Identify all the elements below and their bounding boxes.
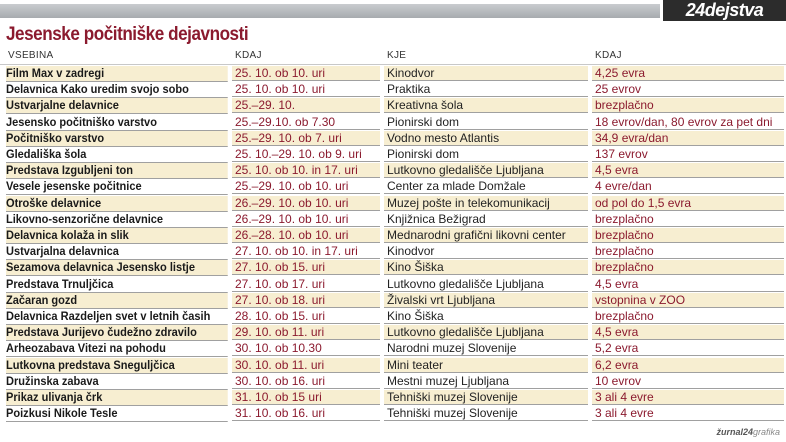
event-name: Film Max v zadregi xyxy=(6,66,228,82)
credit-brand: žurnal24 xyxy=(716,427,753,437)
credit xyxy=(716,427,780,437)
table-row xyxy=(0,179,786,195)
event-price: brezplačno xyxy=(592,228,784,243)
event-location: Kreativna šola xyxy=(384,98,588,113)
event-name: Predstava Izgubljeni ton xyxy=(6,163,228,179)
event-location: Lutkovno gledališče Ljubljana xyxy=(384,163,588,178)
column-header-price: KDAJ xyxy=(595,50,622,61)
credit-suffix: grafika xyxy=(752,427,780,437)
event-date: 25.–29. 10. xyxy=(232,98,380,113)
event-name: Sezamova delavnica Jesensko listje xyxy=(6,260,228,276)
table-row xyxy=(0,196,786,212)
event-date: 30. 10. ob 10.30 xyxy=(232,341,380,356)
table-row xyxy=(0,147,786,163)
logo-number: 24 xyxy=(685,0,705,20)
event-name: Družinska zabava xyxy=(6,374,228,390)
event-name: Delavnica Razdeljen svet v letnih časih xyxy=(6,309,228,325)
event-date: 25.–29. 10. ob 10. uri xyxy=(232,179,380,194)
table-row xyxy=(0,358,786,374)
table-row xyxy=(0,374,786,390)
event-name: Otroške delavnice xyxy=(6,196,228,212)
event-price: 25 evrov xyxy=(592,82,784,97)
event-date: 31. 10. ob 15 uri xyxy=(232,390,380,405)
event-location: Mestni muzej Ljubljana xyxy=(384,374,588,389)
table-row xyxy=(0,131,786,147)
table-row xyxy=(0,406,786,422)
event-name: Gledališka šola xyxy=(6,147,228,163)
table-row xyxy=(0,82,786,98)
event-price: brezplačno xyxy=(592,244,784,259)
event-price: 18 evrov/dan, 80 evrov za pet dni xyxy=(592,115,784,130)
table-row xyxy=(0,163,786,179)
table-row xyxy=(0,293,786,309)
event-location: Pionirski dom xyxy=(384,115,588,130)
event-name: Jesensko počitniško varstvo xyxy=(6,115,228,131)
event-location: Kino Šiška xyxy=(384,309,588,324)
event-date: 27. 10. ob 17. uri xyxy=(232,277,380,292)
event-location: Kinodvor xyxy=(384,244,588,259)
event-name: Prikaz ulivanja črk xyxy=(6,390,228,406)
event-name: Ustvarjalna delavnica xyxy=(6,244,228,260)
column-header-where: KJE xyxy=(387,50,407,61)
table-row xyxy=(0,325,786,341)
table-row xyxy=(0,66,786,82)
page-title: Jesenske počitniške dejavnosti xyxy=(6,24,249,45)
event-date: 25. 10. ob 10. in 17. uri xyxy=(232,163,380,178)
table-row xyxy=(0,228,786,244)
event-price: 5,2 evra xyxy=(592,341,784,356)
event-location: Knjižnica Bežigrad xyxy=(384,212,588,227)
event-price: 4,5 evra xyxy=(592,325,784,340)
table-row xyxy=(0,390,786,406)
event-price: brezplačno xyxy=(592,260,784,275)
event-name: Ustvarjalne delavnice xyxy=(6,98,228,114)
event-date: 26.–29. 10. ob 10. uri xyxy=(232,212,380,227)
event-location: Tehniški muzej Slovenije xyxy=(384,390,588,405)
event-date: 27. 10. ob 18. uri xyxy=(232,293,380,308)
event-price: od pol do 1,5 evra xyxy=(592,196,784,211)
event-name: Predstava Jurijevo čudežno zdravilo xyxy=(6,325,228,341)
event-date: 29. 10. ob 11. uri xyxy=(232,325,380,340)
event-name: Predstava Trnuljčica xyxy=(6,277,228,293)
event-location: Vodno mesto Atlantis xyxy=(384,131,588,146)
column-header-when: KDAJ xyxy=(235,50,262,61)
event-price: 10 evrov xyxy=(592,374,784,389)
event-location: Kino Šiška xyxy=(384,260,588,275)
event-location: Tehniški muzej Slovenije xyxy=(384,406,588,421)
header-divider xyxy=(0,64,786,65)
event-date: 26.–29. 10. ob 10. uri xyxy=(232,196,380,211)
event-price: 4,5 evra xyxy=(592,163,784,178)
table-row xyxy=(0,115,786,131)
header-bar xyxy=(0,0,786,22)
event-date: 25.–29.10. ob 7.30 xyxy=(232,115,380,130)
event-name: Likovno-senzorične delavnice xyxy=(6,212,228,228)
event-date: 31. 10. ob 16. uri xyxy=(232,406,380,421)
table-row xyxy=(0,309,786,325)
brand-logo xyxy=(663,0,786,21)
event-price: vstopnina v ZOO xyxy=(592,293,784,308)
table-row xyxy=(0,341,786,357)
table-row xyxy=(0,98,786,114)
event-location: Praktika xyxy=(384,82,588,97)
event-name: Vesele jesenske počitnice xyxy=(6,179,228,195)
event-location: Mednarodni grafični likovni center xyxy=(384,228,588,243)
event-date: 30. 10. ob 11. uri xyxy=(232,358,380,373)
event-name: Začaran gozd xyxy=(6,293,228,309)
table-row xyxy=(0,277,786,293)
event-name: Arheozabava Vitezi na pohodu xyxy=(6,341,228,357)
event-price: 3 ali 4 evre xyxy=(592,390,784,405)
table-row xyxy=(0,260,786,276)
event-name: Počitniško varstvo xyxy=(6,131,228,147)
event-name: Poizkusi Nikole Tesle xyxy=(6,406,228,422)
event-location: Pionirski dom xyxy=(384,147,588,162)
event-location: Živalski vrt Ljubljana xyxy=(384,293,588,308)
event-date: 25. 10. ob 10. uri xyxy=(232,66,380,81)
event-location: Center za mlade Domžale xyxy=(384,179,588,194)
event-location: Lutkovno gledališče Ljubljana xyxy=(384,325,588,340)
event-date: 25. 10. ob 10. uri xyxy=(232,82,380,97)
table-row xyxy=(0,212,786,228)
event-location: Muzej pošte in telekomunikacij xyxy=(384,196,588,211)
event-location: Lutkovno gledališče Ljubljana xyxy=(384,277,588,292)
event-date: 26.–28. 10. ob 10. uri xyxy=(232,228,380,243)
event-price: brezplačno xyxy=(592,309,784,324)
event-price: 4,5 evra xyxy=(592,277,784,292)
event-price: 4,25 evra xyxy=(592,66,784,81)
event-price: 6,2 evra xyxy=(592,358,784,373)
event-price: 34,9 evra/dan xyxy=(592,131,784,146)
event-price: brezplačno xyxy=(592,212,784,227)
event-date: 25. 10.–29. 10. ob 9. uri xyxy=(232,147,380,162)
logo-word: dejstva xyxy=(704,0,764,20)
event-price: brezplačno xyxy=(592,98,784,113)
table-row xyxy=(0,244,786,260)
event-date: 28. 10. ob 15. uri xyxy=(232,309,380,324)
event-date: 25.–29. 10. ob 7. uri xyxy=(232,131,380,146)
event-date: 27. 10. ob 15. uri xyxy=(232,260,380,275)
event-name: Delavnica kolaža in slik xyxy=(6,228,228,244)
event-date: 27. 10. ob 10. in 17. uri xyxy=(232,244,380,259)
event-name: Lutkovna predstava Sneguljčica xyxy=(6,358,228,374)
column-header-content: VSEBINA xyxy=(8,50,54,61)
event-price: 4 evre/dan xyxy=(592,179,784,194)
event-location: Narodni muzej Slovenije xyxy=(384,341,588,356)
event-location: Kinodvor xyxy=(384,66,588,81)
header-band xyxy=(0,4,660,18)
event-name: Delavnica Kako uredim svojo sobo xyxy=(6,82,228,98)
event-price: 137 evrov xyxy=(592,147,784,162)
event-date: 30. 10. ob 16. uri xyxy=(232,374,380,389)
event-location: Mini teater xyxy=(384,358,588,373)
event-price: 3 ali 4 evre xyxy=(592,406,784,421)
